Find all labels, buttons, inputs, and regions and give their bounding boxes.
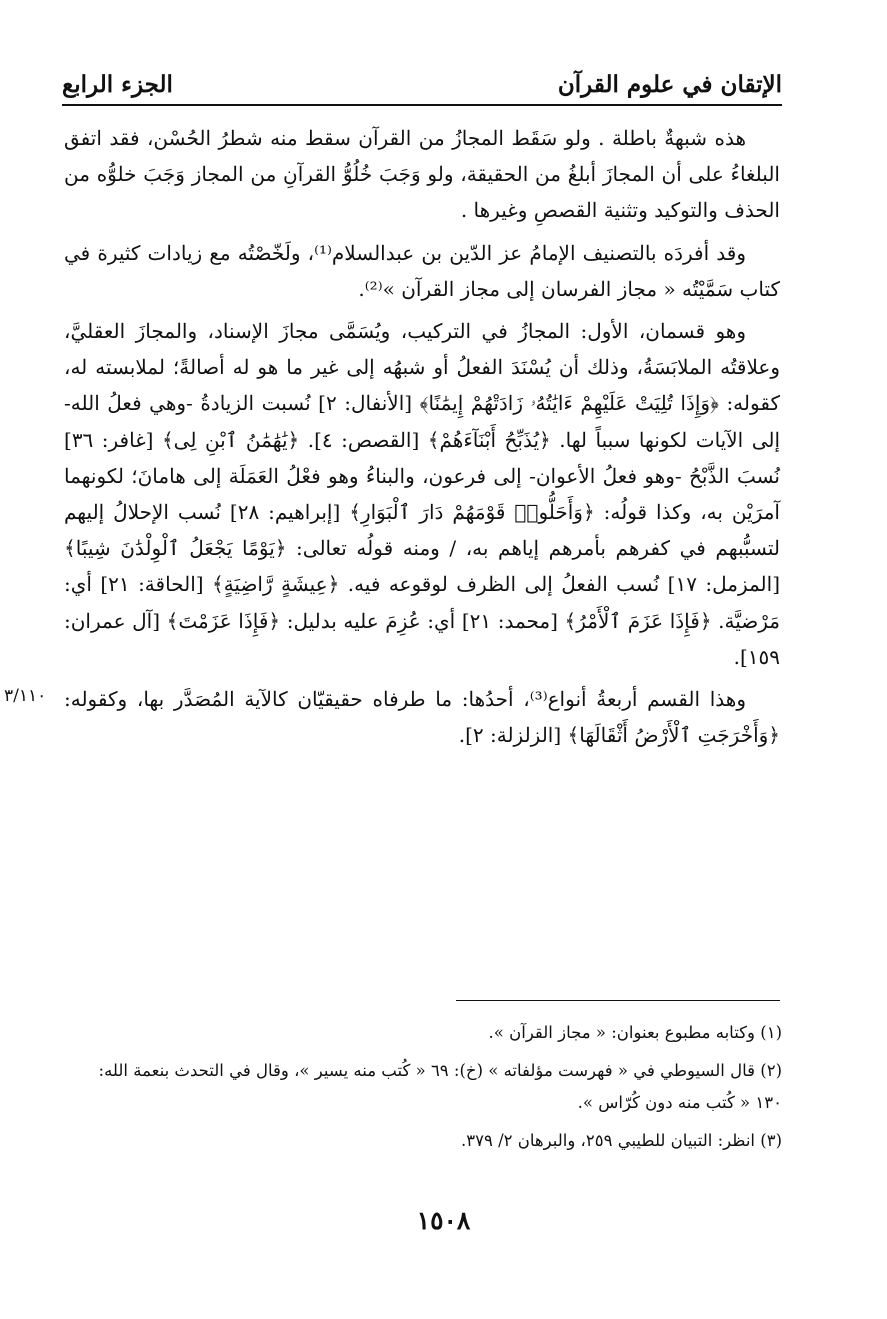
- page-number: ١٥٠٨: [416, 1206, 471, 1235]
- footnotes: [70, 1017, 782, 1163]
- footnote-rule: [456, 1000, 780, 1001]
- running-header: [62, 58, 782, 98]
- footnote: (١) وكتابه مطبوع بعنوان: « مجاز القرآن ».: [488, 1023, 782, 1042]
- book-title: الإتقان في علوم القرآن: [557, 71, 782, 98]
- paragraph: وهو قسمان، الأول: المجازُ في التركيب، ويُسَمَّى مجازَ الإسناد، والمجازَ العقليَّ، وعلاقتُه الملابَسَةُ، وذلك أن يُسْنَدَ الفعلُ أو شبهُه إلى غير ما هو له أصالةً؛ لملابسته له، كقوله: ﴿وَإِذَا تُلِيَتْ عَلَيْهِمْ ءَايَٰتُهُۥ زَادَتْهُمْ إِيمَٰنًا﴾ [الأنفال: ٢] نُسبت الزيادةُ -وهي فعلُ الله- إلى الآيات لكونها سبباً لها. ﴿يُذَبِّحُ أَبْنَآءَهُمْ﴾ [القصص: ٤]. ﴿يَٰهَٰمَٰنُ ٱبْنِ لِى﴾ [غافر: ٣٦] نُسبَ الذَّبْحُ -وهو فعلُ الأعوان- إلى فرعون، والبناءُ وهو فعْلُ العَمَلَة إلى هامانَ؛ لكونهما آمرَيْن به، وكذا قولُه: ﴿وَأَحَلُّوا۟ قَوْمَهُمْ دَارَ ٱلْبَوَارِ﴾ [إبراهيم: ٢٨] نُسب الإحلالُ إليهم لتسبُّبهم في كفرهم بأمرهم إياهم به، / ومنه قولُه تعالى: ﴿يَوْمًا يَجْعَلُ ٱلْوِلْدَٰنَ شِيبًا﴾ [المزمل: ١٧] نُسب الفعلُ إلى الظرف لوقوعه فيه. ﴿عِيشَةٍ رَّاضِيَةٍ﴾ [الحاقة: ٢١] أي: مَرْضيَّة. ﴿فَإِذَا عَزَمَ ٱلْأَمْرُ﴾ [محمد: ٢١] أي: عُزِمَ عليه بدليل: ﴿فَإِذَا عَزَمْتَ﴾ [آل عمران: ١٥٩].: [64, 319, 781, 669]
- footnote: (٣) انظر: التبيان للطيبي ٢٥٩، والبرهان ٢/ ٣٧٩.: [461, 1131, 782, 1150]
- footnote: (٢) قال السيوطي في « فهرست مؤلفاته » (خ): ٦٩ « كُتب منه يسير »، وقال في التحدث بنعمة الله: ١٣٠ « كُتب منه دون كُرّاس ».: [98, 1061, 782, 1112]
- part-label: الجزء الرابع: [62, 71, 173, 98]
- header-rule: [62, 104, 782, 106]
- paragraph: وهذا القسم أربعةُ أنواع⁽³⁾، أحدُها: ما طرفاه حقيقيّان كالآية المُصَدَّر بها، وكقوله: ﴿وَأَخْرَجَتِ ٱلْأَرْضُ أَثْقَالَهَا﴾ [الزلزلة: ٢].: [64, 687, 780, 748]
- paragraph: هذه شبهةٌ باطلة . ولو سَقَط المجازُ من القرآن سقط منه شطرُ الحُسْن، فقد اتفق البلغاءُ على أن المجازَ أبلغُ من الحقيقة، ولو وَجَبَ خُلُوُّ القرآنِ من المجاز وَجَبَ خلوُّه من الحذف والتوكيد وتثنية القصصِ وغيرها .: [64, 126, 780, 223]
- margin-page-reference: ٣/١١٠: [4, 686, 47, 706]
- main-text: [64, 120, 780, 759]
- paragraph: وقد أفردَه بالتصنيف الإمامُ عز الدّين بن عبدالسلام⁽¹⁾، ولَخّصْتُه مع زيادات كثيرة في كتاب سَمَّيْتُه « مجاز الفرسان إلى مجاز القرآن »⁽²⁾.: [64, 240, 780, 301]
